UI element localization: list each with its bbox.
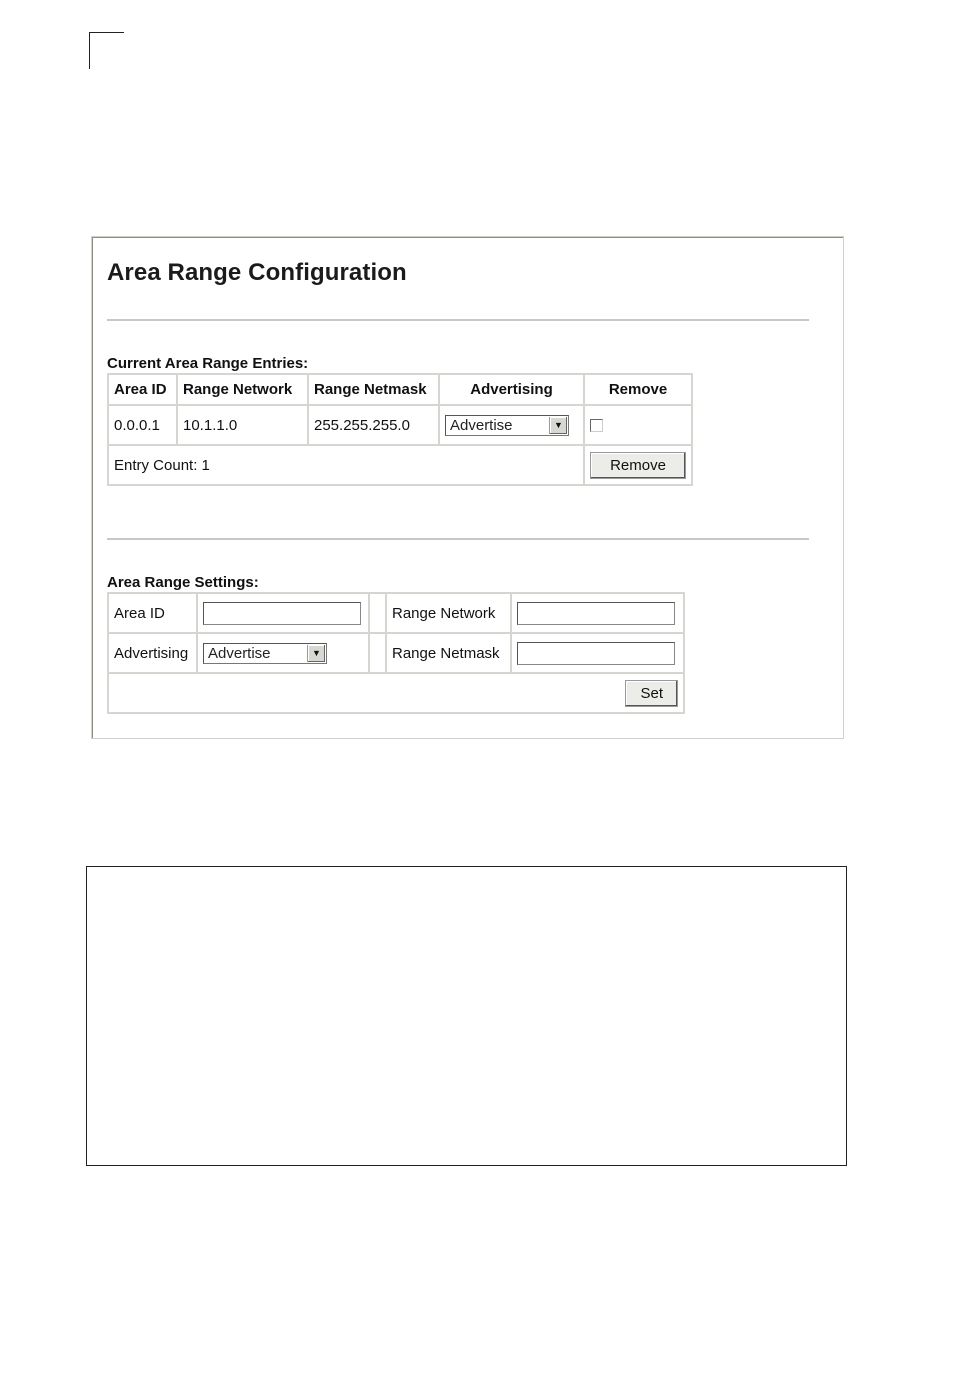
table-footer-row bbox=[108, 445, 692, 485]
current-entries-label: Current Area Range Entries: bbox=[107, 355, 309, 372]
range-netmask-label: Range Netmask bbox=[386, 633, 511, 673]
spacer-cell bbox=[369, 633, 386, 673]
cell-advertising bbox=[439, 405, 584, 445]
page-title: Area Range Configuration bbox=[107, 259, 407, 286]
divider bbox=[107, 538, 809, 540]
remove-checkbox[interactable] bbox=[590, 419, 603, 432]
cell-remove bbox=[584, 405, 692, 445]
remove-button[interactable]: Remove bbox=[590, 452, 686, 479]
settings-row bbox=[108, 633, 684, 673]
advertising-select[interactable] bbox=[445, 415, 569, 436]
column-header-range-network: Range Network bbox=[177, 374, 308, 405]
range-network-input[interactable] bbox=[517, 602, 675, 625]
settings-row bbox=[108, 593, 684, 633]
current-entries-table bbox=[107, 373, 693, 486]
cell-area-id: 0.0.0.1 bbox=[108, 405, 177, 445]
chevron-down-icon: ▼ bbox=[307, 645, 325, 662]
area-range-config-panel bbox=[91, 236, 844, 739]
range-netmask-input[interactable] bbox=[517, 642, 675, 665]
entry-count: Entry Count: 1 bbox=[108, 445, 584, 485]
cell-range-netmask: 255.255.255.0 bbox=[308, 405, 439, 445]
table-header-row bbox=[108, 374, 692, 405]
set-button-cell bbox=[108, 673, 684, 713]
table-row bbox=[108, 405, 692, 445]
column-header-remove: Remove bbox=[584, 374, 692, 405]
settings-advertising-select[interactable] bbox=[203, 643, 327, 664]
crop-mark-horizontal bbox=[89, 32, 124, 33]
settings-table bbox=[107, 592, 685, 714]
range-network-cell bbox=[511, 593, 684, 633]
settings-label: Area Range Settings: bbox=[107, 574, 259, 591]
cell-range-network: 10.1.1.0 bbox=[177, 405, 308, 445]
advertising-label: Advertising bbox=[108, 633, 197, 673]
column-header-range-netmask: Range Netmask bbox=[308, 374, 439, 405]
empty-figure-box bbox=[86, 866, 847, 1166]
cell-remove-button bbox=[584, 445, 692, 485]
spacer-cell bbox=[369, 593, 386, 633]
range-network-label: Range Network bbox=[386, 593, 511, 633]
column-header-advertising: Advertising bbox=[439, 374, 584, 405]
advertising-cell bbox=[197, 633, 369, 673]
area-id-label: Area ID bbox=[108, 593, 197, 633]
chevron-down-icon: ▼ bbox=[549, 417, 567, 434]
settings-action-row bbox=[108, 673, 684, 713]
set-button[interactable]: Set bbox=[625, 680, 678, 707]
range-netmask-cell bbox=[511, 633, 684, 673]
divider bbox=[107, 319, 809, 321]
crop-mark-vertical bbox=[89, 32, 90, 69]
area-id-input[interactable] bbox=[203, 602, 361, 625]
area-id-cell bbox=[197, 593, 369, 633]
column-header-area-id: Area ID bbox=[108, 374, 177, 405]
settings-advertising-value: Advertise bbox=[208, 644, 271, 662]
advertising-select-value: Advertise bbox=[450, 416, 513, 434]
